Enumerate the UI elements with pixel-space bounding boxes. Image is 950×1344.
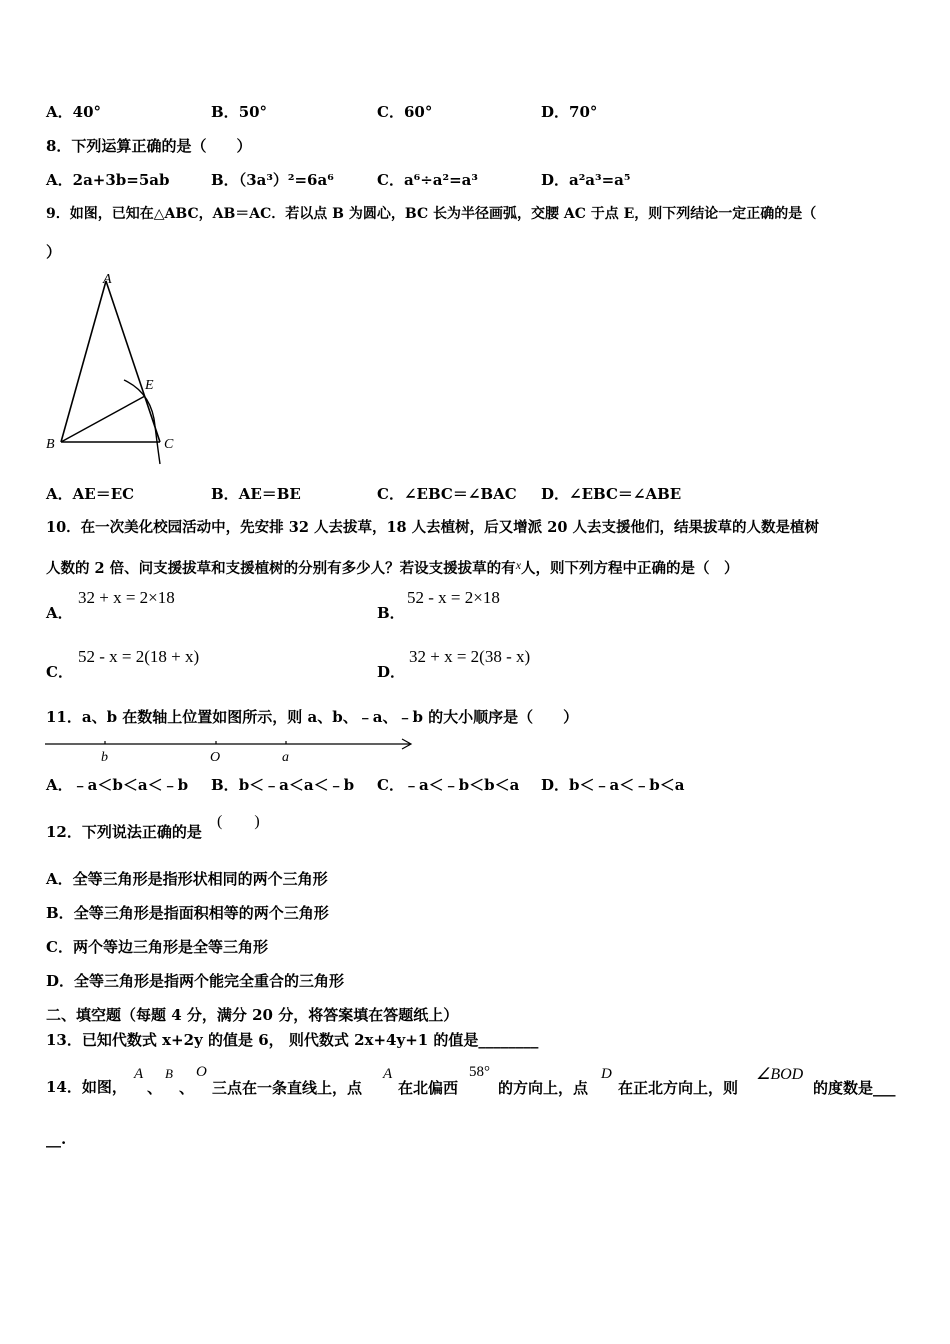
q14-point-d: D bbox=[601, 1066, 612, 1082]
q14-text5: 的度数是___ bbox=[813, 1079, 896, 1097]
q10-option-b-letter[interactable]: B． bbox=[377, 604, 405, 622]
q14-text1: 三点在一条直线上，点 bbox=[212, 1079, 363, 1097]
q14-text4: 在正北方向上，则 bbox=[618, 1079, 739, 1097]
label-a: A bbox=[103, 272, 112, 287]
q14-point-b: B bbox=[165, 1066, 173, 1081]
q14-sep2: 、 bbox=[179, 1079, 195, 1097]
label-o: O bbox=[210, 750, 221, 764]
q12-option-d[interactable]: D．全等三角形是指两个能完全重合的三角形 bbox=[46, 972, 345, 990]
q12-option-a[interactable]: A．全等三角形是指形状相同的两个三角形 bbox=[46, 870, 328, 888]
q10-stem-line1: 10．在一次美化校园活动中，先安排 32 人去拔草，18 人去植树，后又增派 20 人去支援他们，结果拔草的人数是植树 bbox=[46, 519, 819, 536]
side-ab bbox=[61, 281, 106, 442]
q14-point-a2: A bbox=[383, 1066, 393, 1082]
q14-point-o: O bbox=[196, 1064, 207, 1080]
label-e: E bbox=[145, 378, 154, 393]
q8-option-b[interactable]: B．（3a³）²=6a⁶ bbox=[211, 171, 334, 189]
label-b: b bbox=[101, 750, 108, 764]
q9-option-a[interactable]: A．AE＝EC bbox=[46, 485, 135, 503]
q7-option-b[interactable]: B．50° bbox=[211, 103, 268, 121]
q14-answer-tail: __. bbox=[46, 1130, 67, 1148]
q11-number-line bbox=[44, 734, 424, 764]
q8-option-a[interactable]: A．2a+3b=5ab bbox=[46, 171, 170, 189]
q14-text2: 在北偏西 bbox=[398, 1079, 459, 1097]
q9-triangle-figure bbox=[40, 268, 190, 473]
section-2-heading: 二、填空题（每题 4 分，满分 20 分，将答案填在答题纸上） bbox=[46, 1006, 459, 1024]
q12-option-c[interactable]: C．两个等边三角形是全等三角形 bbox=[46, 938, 268, 956]
q14-prefix: 14．如图， bbox=[46, 1078, 127, 1096]
q7-option-c[interactable]: C．60° bbox=[377, 103, 433, 121]
q14-angle-bod: ∠BOD bbox=[756, 1066, 804, 1083]
q13-text: 13．已知代数式 x+2y 的值是 6， 则代数式 2x+4y+1 的值是________ bbox=[46, 1031, 539, 1049]
q10-option-c-formula: 52 - x = 2(18 + x) bbox=[78, 647, 200, 666]
q14-point-a: A bbox=[134, 1066, 144, 1082]
q10-option-a-letter[interactable]: A． bbox=[46, 604, 73, 622]
q11-option-d[interactable]: D．b＜﹣a＜﹣b＜a bbox=[541, 776, 685, 794]
q9-stem-line2: ） bbox=[46, 243, 62, 261]
q9-stem-line1: 9．如图，已知在△ABC，AB＝AC．若以点 B 为圆心，BC 长为半径画弧，交腰 AC 于点 E，则下列结论一定正确的是（ bbox=[46, 206, 817, 222]
q9-option-c[interactable]: C．∠EBC＝∠BAC bbox=[377, 485, 517, 503]
q11-option-c[interactable]: C．﹣a＜﹣b＜b＜a bbox=[377, 776, 520, 794]
q10-stem-line2: 人数的 2 倍、问支援拔草和支援植树的分别有多少人？若设支援拔草的有$^x$人，则下列方程中正确的是（ ） bbox=[46, 558, 739, 577]
q7-option-a[interactable]: A．40° bbox=[46, 103, 102, 121]
q12-option-b[interactable]: B．全等三角形是指面积相等的两个三角形 bbox=[46, 904, 329, 922]
label-a: a bbox=[282, 750, 289, 764]
q11-option-b[interactable]: B．b＜﹣a＜a＜﹣b bbox=[211, 776, 355, 794]
q7-option-d[interactable]: D．70° bbox=[541, 103, 598, 121]
q14-angle: 58° bbox=[469, 1064, 490, 1080]
label-b: B bbox=[46, 437, 55, 452]
q8-option-c[interactable]: C．a⁶÷a²=a³ bbox=[377, 171, 478, 189]
q14-text3: 的方向上，点 bbox=[498, 1079, 589, 1097]
q9-option-d[interactable]: D．∠EBC＝∠ABE bbox=[541, 485, 682, 503]
q10-option-b-formula: 52 - x = 2×18 bbox=[407, 588, 500, 607]
segment-be bbox=[61, 396, 145, 442]
q10-option-c-letter[interactable]: C． bbox=[46, 663, 73, 681]
q14-sep1: 、 bbox=[147, 1079, 163, 1097]
arc bbox=[124, 380, 160, 464]
q8-option-d[interactable]: D．a²a³=a⁵ bbox=[541, 171, 631, 189]
label-c: C bbox=[164, 437, 174, 452]
q9-option-b[interactable]: B．AE＝BE bbox=[211, 485, 301, 503]
side-ac bbox=[106, 281, 160, 442]
q11-stem: 11．a、b 在数轴上位置如图所示，则 a、b、﹣a、﹣b 的大小顺序是（ ） bbox=[46, 708, 579, 726]
q10-option-d-formula: 32 + x = 2(38 - x) bbox=[409, 647, 531, 666]
q12-paren: ( ) bbox=[217, 813, 260, 830]
q12-stem: 12．下列说法正确的是 bbox=[46, 823, 202, 841]
q11-option-a[interactable]: A．﹣a＜b＜a＜﹣b bbox=[46, 776, 189, 794]
q10-option-a-formula: 32 + x = 2×18 bbox=[78, 588, 175, 607]
q8-stem: 8．下列运算正确的是（ ） bbox=[46, 137, 252, 155]
q10-option-d-letter[interactable]: D． bbox=[377, 663, 406, 681]
